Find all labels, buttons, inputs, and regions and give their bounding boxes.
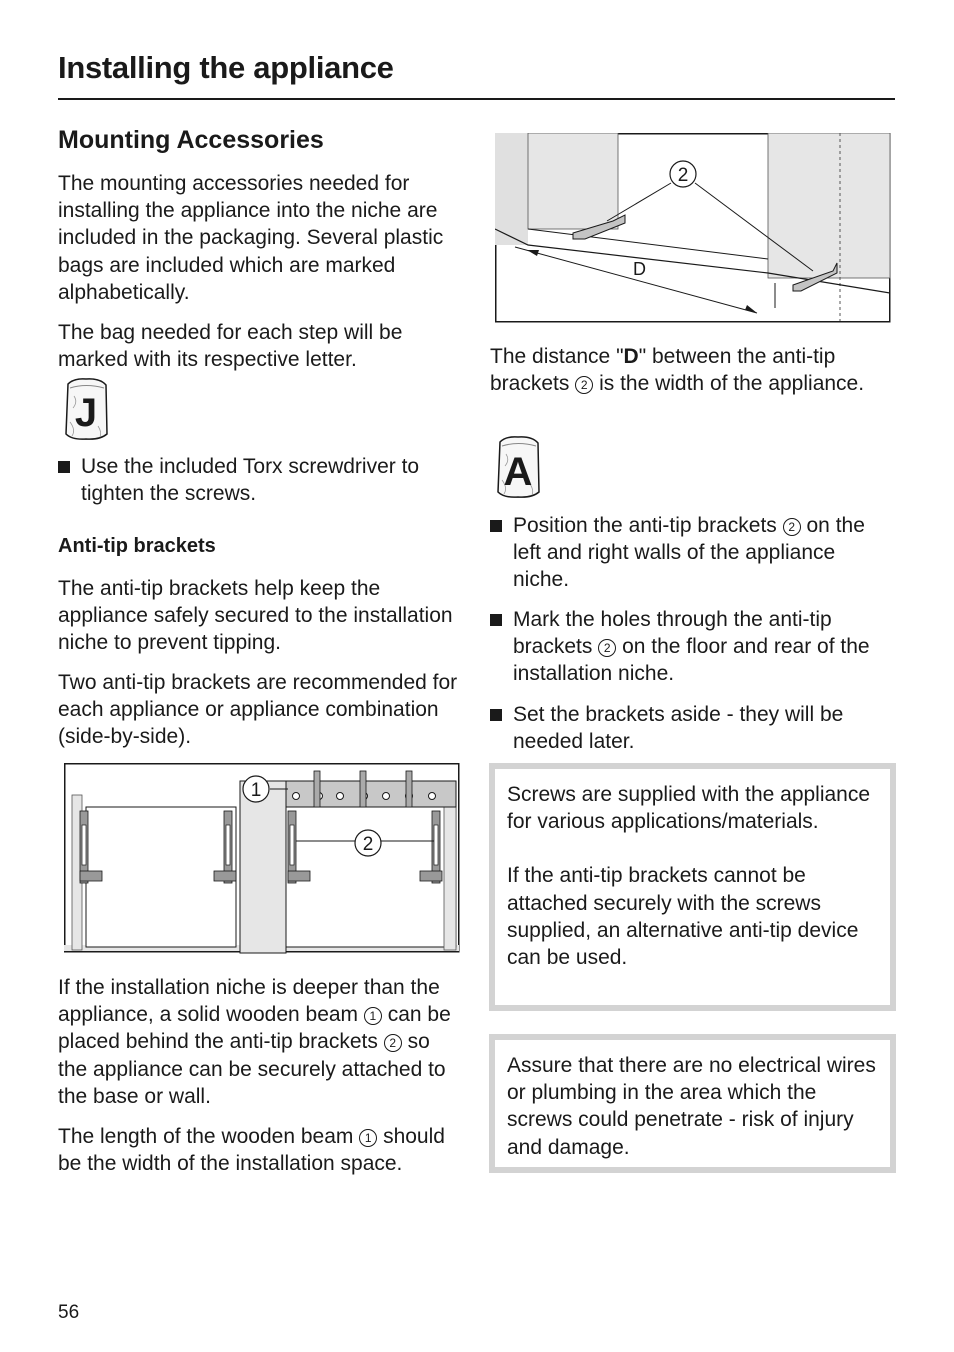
ref-2-icon: 2 [575, 376, 593, 394]
bullet-square-icon [490, 709, 502, 721]
anti-tip-paragraph-2: Two anti-tip brackets are recommended for each appliance or appliance combination (side-by-side). [58, 671, 458, 749]
wooden-beam-figure [64, 763, 461, 959]
list-item [490, 606, 890, 688]
bullet-text: Set the brackets aside - they will be needed later. [513, 703, 844, 754]
bullet-square-icon [58, 461, 70, 473]
warning-box-wires [489, 1034, 896, 1173]
bullet-square-icon [490, 614, 502, 626]
bullet-text: Mark the holes through the anti-tip brackets 2 on the floor and rear of the installation niche. [513, 608, 870, 686]
distance-paragraph: The distance "D" between the anti-tip brackets 2 is the width of the appliance. [490, 345, 865, 396]
page-title: Installing the appliance [58, 50, 394, 85]
ref-1-icon: 1 [359, 1129, 377, 1147]
ref-2-icon: 2 [384, 1034, 402, 1052]
ref-2-icon: 2 [598, 639, 616, 657]
list-item [490, 512, 890, 594]
bullet-square-icon [490, 520, 502, 532]
ref-1-icon: 1 [364, 1007, 382, 1025]
list-item [490, 701, 890, 755]
bag-a-icon [494, 434, 542, 505]
note-box-screws [489, 763, 896, 1011]
page-number: 56 [58, 1302, 80, 1323]
bag-paragraph: The bag needed for each step will be marked with its respective letter. [58, 321, 403, 372]
beam-length-paragraph: The length of the wooden beam 1 should be the width of the installation space. [58, 1125, 445, 1176]
bullet-text: Position the anti-tip brackets 2 on the left and right walls of the appliance niche. [513, 514, 865, 592]
anti-tip-paragraph-1: The anti-tip brackets help keep the appliance safely secured to the installation niche to prevent tipping. [58, 577, 453, 655]
warning-text: Assure that there are no electrical wires or plumbing in the area which the screws could penetrate - risk of injury and damage. [507, 1054, 876, 1159]
distance-figure [495, 133, 891, 328]
svg-text:2: 2 [362, 834, 374, 855]
beam-paragraph: If the installation niche is deeper than the appliance, a solid wooden beam 1 can be placed behind the anti-tip brackets 2 so the appliance can be securely attached to the base or wall. [58, 976, 451, 1108]
title-rule [58, 98, 895, 100]
bag-a-letter: A [503, 450, 533, 494]
section-heading: Mounting Accessories [58, 126, 324, 154]
subheading-anti-tip: Anti-tip brackets [58, 535, 216, 557]
svg-text:2: 2 [677, 165, 689, 186]
bullet-text: Use the included Torx screwdriver to tighten the screws. [81, 455, 420, 506]
note-text: If the anti-tip brackets cannot be attached securely with the screws supplied, an alternative anti-tip device can be used. [507, 864, 859, 970]
note-text: Screws are supplied with the appliance for various applications/materials. [507, 783, 871, 834]
bag-j-letter: J [74, 391, 98, 435]
ref-2-icon: 2 [783, 518, 801, 536]
intro-paragraph: The mounting accessories needed for installing the appliance into the niche are included in the packaging. Several plastic bags are included which are marked alphabetically. [58, 172, 444, 304]
svg-text:D: D [633, 259, 646, 279]
list-item [58, 453, 463, 507]
svg-text:1: 1 [250, 780, 262, 801]
bag-j-icon [62, 376, 110, 447]
